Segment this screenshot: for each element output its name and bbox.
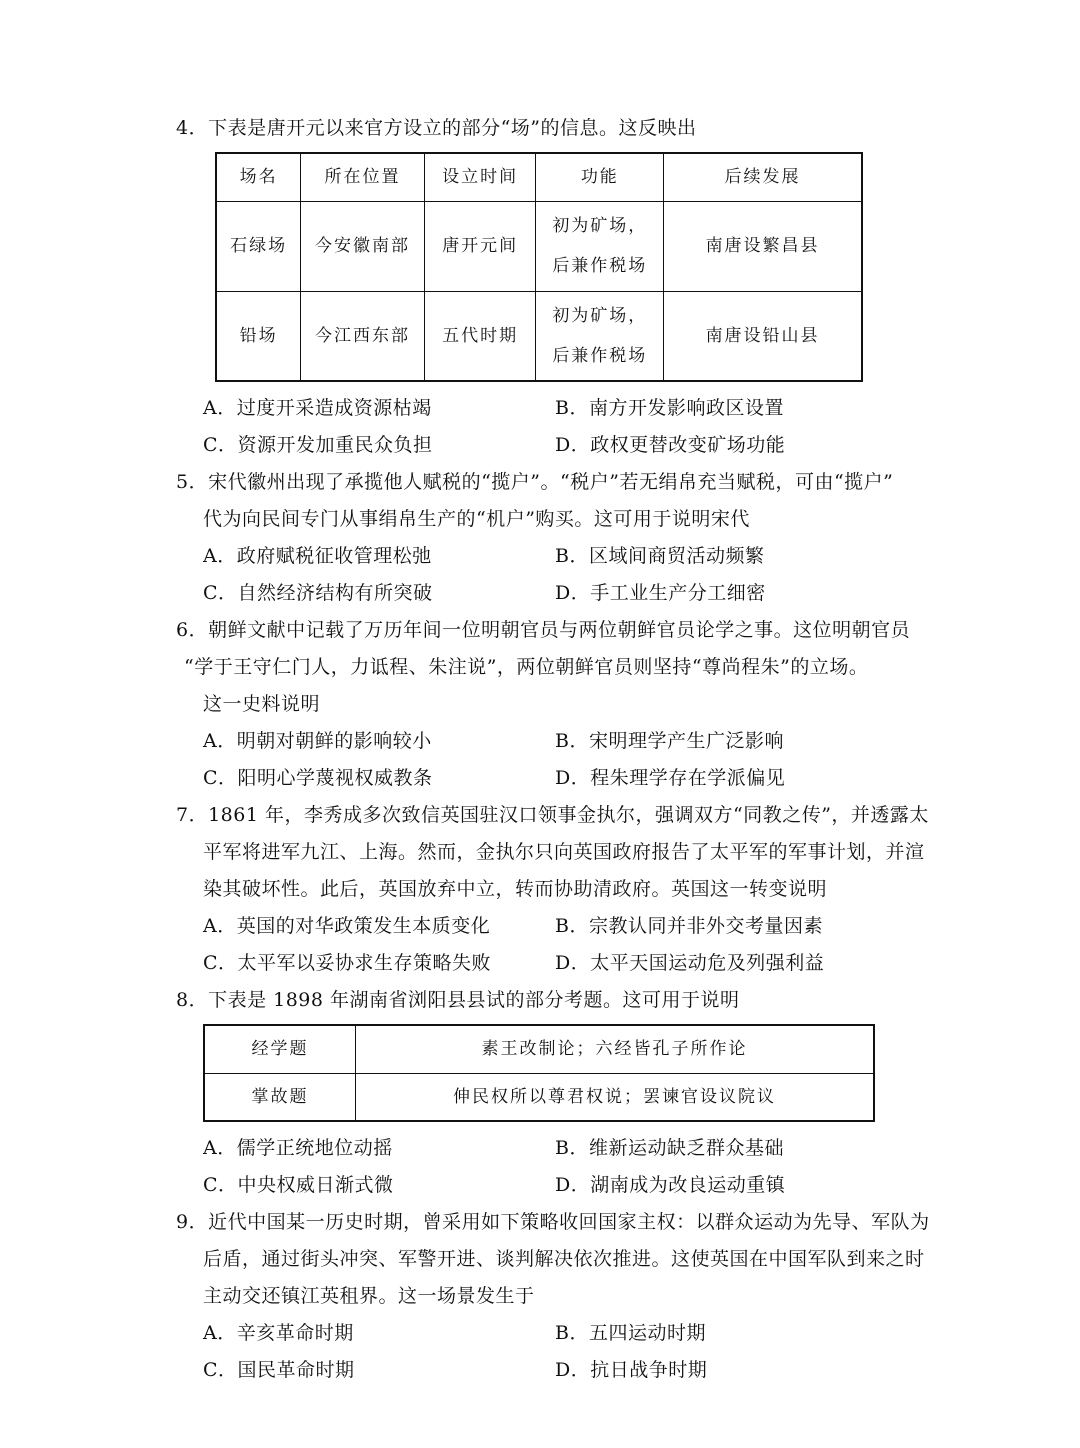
- q4-header-function: 功能: [536, 153, 664, 201]
- q4-cell-function: [536, 291, 664, 381]
- q9-option-a[interactable]: A．辛亥革命时期: [203, 1322, 354, 1344]
- q9-stem-line1: 9．近代中国某一历史时期，曾采用如下策略收回国家主权：以群众运动为先导、军队为: [176, 1211, 930, 1233]
- q8-row-label: 经学题: [204, 1025, 356, 1073]
- table-row: [204, 1025, 874, 1073]
- q6-stem-line2: “学于王守仁门人，力诋程、朱注说”，两位朝鲜官员则坚持“尊尚程朱”的立场。: [184, 656, 869, 678]
- q8-option-c[interactable]: C．中央权威日渐式微: [203, 1174, 394, 1196]
- q7-stem-line3: 染其破坏性。此后，英国放弃中立，转而协助清政府。英国这一转变说明: [203, 878, 828, 900]
- q4-table: [215, 152, 863, 382]
- q5-option-a[interactable]: A．政府赋税征收管理松弛: [203, 545, 432, 567]
- q4-option-a[interactable]: A．过度开采造成资源枯竭: [203, 397, 432, 419]
- q4-cell-time: 五代时期: [424, 291, 536, 381]
- q8-row-content: 素王改制论；六经皆孔子所作论: [356, 1025, 874, 1073]
- q8-option-a[interactable]: A．儒学正统地位动摇: [203, 1137, 393, 1159]
- q7-option-a[interactable]: A．英国的对华政策发生本质变化: [203, 915, 491, 937]
- q4-cell-time: 唐开元间: [424, 201, 536, 291]
- q4-stem: 4．下表是唐开元以来官方设立的部分“场”的信息。这反映出: [176, 117, 697, 139]
- q4-header-time: 设立时间: [424, 153, 536, 201]
- q4-cell-name: 铅场: [216, 291, 301, 381]
- q7-option-b[interactable]: B．宗教认同并非外交考量因素: [555, 915, 823, 937]
- q9-option-c[interactable]: C．国民革命时期: [203, 1359, 355, 1381]
- q8-option-d[interactable]: D．湖南成为改良运动重镇: [555, 1174, 786, 1196]
- q5-option-b[interactable]: B．区域间商贸活动频繁: [555, 545, 765, 567]
- table-row: [216, 201, 862, 291]
- q5-stem-line2: 代为向民间专门从事绢帛生产的“机户”购买。这可用于说明宋代: [203, 508, 750, 530]
- q4-table-header-row: [216, 153, 862, 201]
- q4-cell-function: [536, 201, 664, 291]
- q6-stem-line1: 6．朝鲜文献中记载了万历年间一位明朝官员与两位朝鲜官员论学之事。这位明朝官员: [176, 619, 911, 641]
- q4-option-d[interactable]: D．政权更替改变矿场功能: [555, 434, 786, 456]
- q9-stem-line2: 后盾，通过街头冲突、军警开进、谈判解决依次推进。这使英国在中国军队到来之时: [203, 1248, 925, 1270]
- q4-cell-function-line2: 后兼作税场: [552, 345, 648, 366]
- q4-cell-location: 今安徽南部: [301, 201, 425, 291]
- q4-cell-function-line1: 初为矿场，: [552, 216, 648, 236]
- q8-stem: 8．下表是 1898 年湖南省浏阳县县试的部分考题。这可用于说明: [176, 989, 740, 1011]
- table-row: [204, 1073, 874, 1121]
- q5-option-d[interactable]: D．手工业生产分工细密: [555, 582, 766, 604]
- q9-stem-line3: 主动交还镇江英租界。这一场景发生于: [203, 1285, 535, 1307]
- q9-option-b[interactable]: B．五四运动时期: [555, 1322, 706, 1344]
- q8-option-b[interactable]: B．维新运动缺乏群众基础: [555, 1137, 784, 1159]
- q4-header-name: 场名: [216, 153, 301, 201]
- q4-cell-location: 今江西东部: [301, 291, 425, 381]
- table-row: [216, 291, 862, 381]
- q6-option-d[interactable]: D．程朱理学存在学派偏见: [555, 767, 786, 789]
- q6-option-c[interactable]: C．阳明心学蔑视权威教条: [203, 767, 433, 789]
- q7-option-c[interactable]: C．太平军以妥协求生存策略失败: [203, 952, 492, 974]
- q4-option-c[interactable]: C．资源开发加重民众负担: [203, 434, 433, 456]
- q9-option-d[interactable]: D．抗日战争时期: [555, 1359, 708, 1381]
- q5-option-c[interactable]: C．自然经济结构有所突破: [203, 582, 433, 604]
- q4-cell-function-line2: 后兼作税场: [552, 256, 648, 276]
- q6-option-a[interactable]: A．明朝对朝鲜的影响较小: [203, 730, 432, 752]
- q8-row-content: 伸民权所以尊君权说；罢谏官设议院议: [356, 1073, 874, 1121]
- q4-cell-function-line1: 初为矿场，: [552, 305, 648, 326]
- q8-table: [203, 1024, 875, 1122]
- q6-stem-line3: 这一史料说明: [203, 693, 321, 715]
- q4-header-later: 后续发展: [664, 153, 862, 201]
- q5-stem-line1: 5．宋代徽州出现了承揽他人赋税的“揽户”。“税户”若无绢帛充当赋税，可由“揽户”: [176, 471, 894, 493]
- q8-row-label: 掌故题: [204, 1073, 356, 1121]
- q7-stem-line1: 7．1861 年，李秀成多次致信英国驻汉口领事金执尔，强调双方“同教之传”，并透露太: [176, 804, 929, 826]
- q4-cell-later: 南唐设繁昌县: [664, 201, 862, 291]
- q4-header-location: 所在位置: [301, 153, 425, 201]
- q4-option-b[interactable]: B．南方开发影响政区设置: [555, 397, 784, 419]
- q7-stem-line2: 平军将进军九江、上海。然而，金执尔只向英国政府报告了太平军的军事计划，并渲: [203, 841, 925, 863]
- q4-cell-later: 南唐设铅山县: [664, 291, 862, 381]
- q7-option-d[interactable]: D．太平天国运动危及列强利益: [555, 952, 825, 974]
- q6-option-b[interactable]: B．宋明理学产生广泛影响: [555, 730, 784, 752]
- q4-cell-name: 石绿场: [216, 201, 301, 291]
